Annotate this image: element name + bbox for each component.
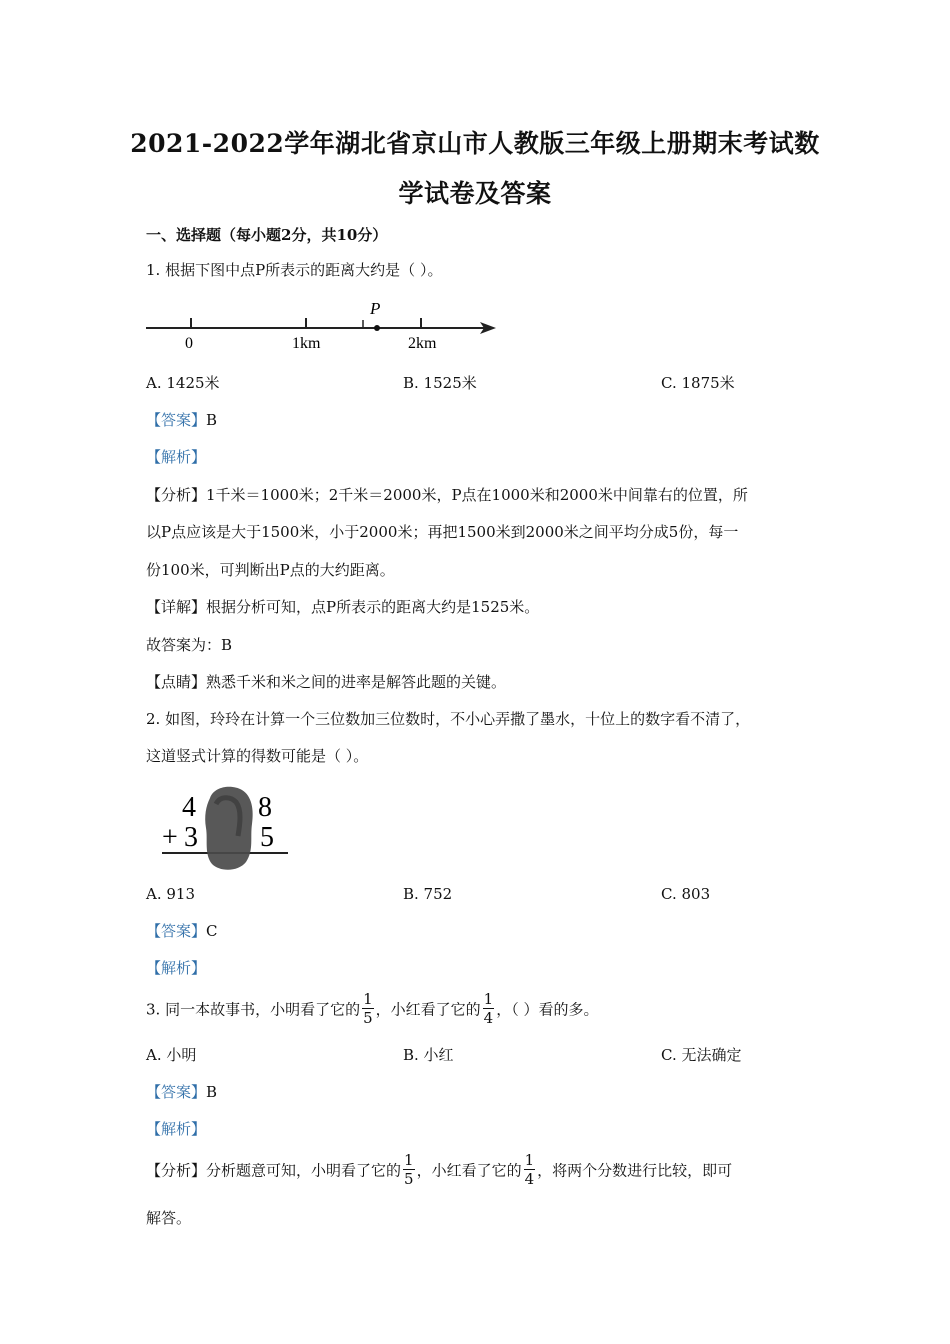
page-title-line1: 2021-2022学年湖北省京山市人教版三年级上册期末考试数	[130, 129, 820, 158]
point-p-label: P	[370, 299, 381, 318]
label-0: 0	[185, 335, 193, 352]
top-ones-digit: 8	[258, 792, 272, 823]
answer-tag: 【答案】	[146, 411, 207, 429]
q3-answer	[146, 1082, 217, 1102]
q3-fenxi-a: 分析题意可知，小明看了它的	[206, 1161, 402, 1180]
fraction-numerator: 1	[363, 990, 373, 1008]
answer-tag: 【答案】	[146, 1083, 207, 1101]
q3-option-a: A. 小明	[146, 1046, 197, 1064]
answer-tag: 【答案】	[146, 922, 207, 940]
q1-fenxi-line1	[146, 485, 748, 505]
q3-option-b: B. 小红	[403, 1046, 454, 1064]
q2-stem-line1: 2. 如图，玲玲在计算一个三位数加三位数时，不小心弄撒了墨水，十位上的数字看不清了，	[146, 710, 751, 728]
vertical-addition-figure	[158, 784, 298, 874]
section-heading: 一、选择题（每小题2分，共10分）	[146, 226, 388, 244]
fraction-one-fourth	[483, 990, 495, 1027]
q1-dianjing	[146, 672, 506, 692]
q2-option-c: C. 803	[661, 885, 711, 903]
label-2km: 2km	[408, 335, 437, 352]
fraction-one-fourth	[524, 1151, 536, 1188]
bottom-ones-digit: 5	[260, 822, 274, 853]
fenxi-tag: 【分析】	[146, 1161, 207, 1180]
q1-option-c: C. 1875米	[661, 374, 735, 392]
q3-fenxi-line2: 解答。	[146, 1209, 192, 1227]
q1-option-b: B. 1525米	[403, 374, 477, 392]
answer-value: B	[206, 1083, 218, 1101]
q1-answer	[146, 410, 217, 430]
plus-sign: +	[162, 822, 178, 853]
fraction-one-fifth	[362, 990, 374, 1027]
q1-fenxi-line2: 以P点应该是大于1500米，小于2000米；再把1500米到2000米之间平均分成5份，每一	[146, 523, 739, 541]
q1-jiexi-tag: 【解析】	[146, 448, 207, 466]
fraction-denominator: 4	[524, 1170, 535, 1188]
q3-fenxi-line1	[146, 1153, 732, 1190]
xiangjie-tag: 【详解】	[146, 598, 207, 616]
q2-answer	[146, 921, 218, 941]
q2-option-b: B. 752	[403, 885, 453, 903]
q3-option-c: C. 无法确定	[661, 1046, 742, 1064]
fraction-numerator: 1	[404, 1151, 414, 1169]
q3-stem-a: 3. 同一本故事书，小明看了它的	[146, 1000, 361, 1019]
q3-jiexi-tag: 【解析】	[146, 1120, 207, 1138]
q2-option-a: A. 913	[146, 885, 195, 903]
q1-stem: 1. 根据下图中点P所表示的距离大约是（ ）。	[146, 261, 443, 279]
fraction-numerator: 1	[524, 1151, 535, 1169]
q3-fenxi-b: ，小红看了它的	[416, 1161, 522, 1180]
fraction-denominator: 4	[483, 1009, 494, 1027]
fraction-one-fifth	[403, 1151, 415, 1188]
answer-value: C	[206, 922, 218, 940]
label-1km: 1km	[292, 335, 321, 352]
q1-fenxi-line3: 份100米，可判断出P点的大约距离。	[146, 561, 395, 579]
q3-stem-c: ，（ ）看的多。	[496, 1000, 599, 1019]
fraction-denominator: 5	[404, 1170, 414, 1188]
fenxi-text-1: 1千米＝1000米；2千米＝2000米，P点在1000米和2000米中间靠右的位置，所	[206, 486, 748, 504]
point-p	[374, 325, 380, 331]
bottom-hundreds-digit: 3	[184, 822, 198, 853]
q1-conclusion: 故答案为：B	[146, 636, 233, 654]
number-line-figure	[140, 296, 510, 356]
fraction-denominator: 5	[363, 1009, 373, 1027]
dianjing-text: 熟悉千米和米之间的进率是解答此题的关键。	[206, 673, 507, 691]
q3-fenxi-c: ，将两个分数进行比较，即可	[537, 1161, 733, 1180]
fenxi-tag: 【分析】	[146, 486, 207, 504]
q3-stem	[146, 992, 598, 1029]
q2-jiexi-tag: 【解析】	[146, 959, 207, 977]
fraction-numerator: 1	[483, 990, 494, 1008]
page-title-line2: 学试卷及答案	[398, 179, 552, 208]
q1-option-a: A. 1425米	[146, 374, 220, 392]
q3-stem-b: ，小红看了它的	[375, 1000, 481, 1019]
top-hundreds-digit: 4	[182, 792, 196, 823]
q2-stem-line2: 这道竖式计算的得数可能是（ ）。	[146, 747, 369, 765]
dianjing-tag: 【点睛】	[146, 673, 207, 691]
answer-value: B	[206, 411, 218, 429]
xiangjie-text: 根据分析可知，点P所表示的距离大约是1525米。	[206, 598, 540, 616]
q1-xiangjie	[146, 597, 539, 617]
